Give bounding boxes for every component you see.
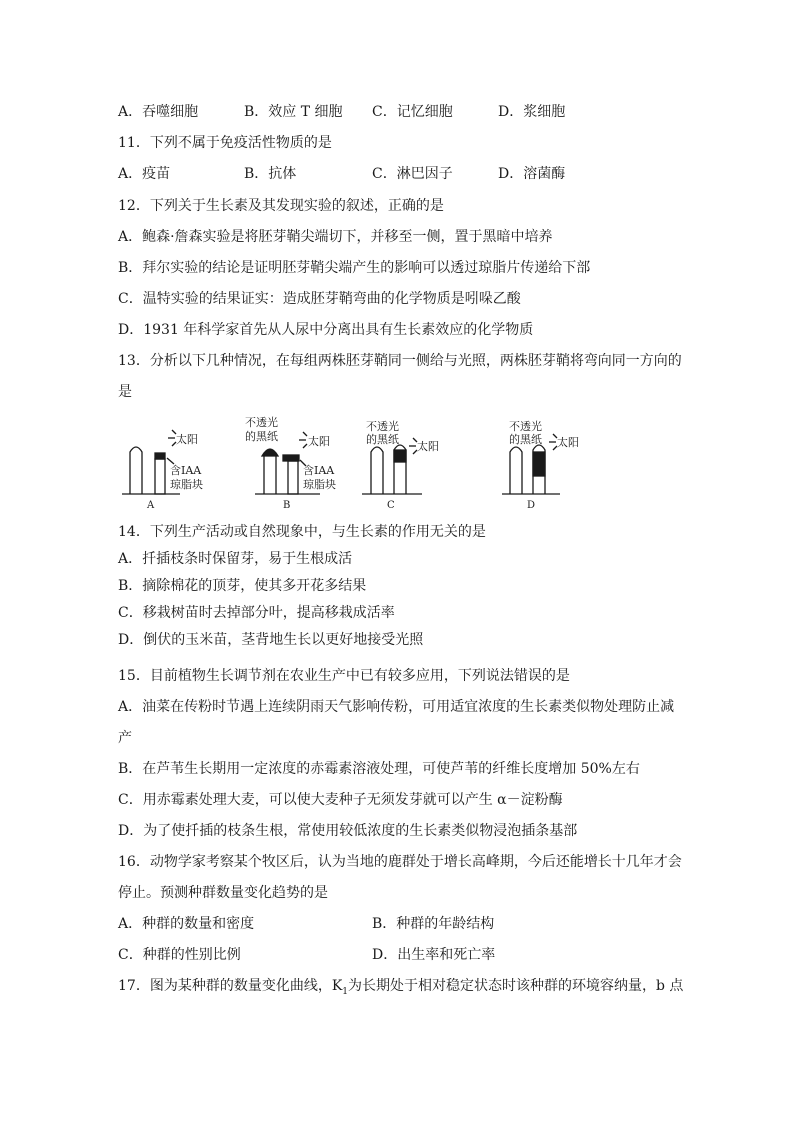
panel-a-label: A: [147, 500, 155, 511]
panel-d-sun-label: 太阳: [557, 436, 579, 449]
q13-stem-line2: 是: [118, 384, 132, 400]
panel-b-label: B: [283, 500, 291, 511]
panel-d-sun-rays: [549, 434, 557, 450]
panel-a-iaa-block: [155, 453, 165, 459]
panel-a-sun-rays: [168, 430, 176, 446]
panel-d-label: D: [527, 500, 536, 511]
q13-stem-line1: 13．分析以下几种情况，在每组两株胚芽鞘同一侧给与光照，两株胚芽鞘将弯向同一方向的: [118, 353, 682, 369]
panel-a-coleoptile-1: [130, 447, 142, 494]
panel-d-opaque-label-1: 不透光: [509, 420, 542, 433]
q15-option-b: B．在芦苇生长期用一定浓度的赤霉素溶液处理，可使芦苇的纤维长度增加 50%左右: [118, 761, 640, 777]
q11-option-d: D．溶菌酶: [498, 166, 566, 182]
q11-option-c: C．淋巴因子: [372, 166, 453, 182]
q12-option-c: C．温特实验的结果证实：造成胚芽鞘弯曲的化学物质是吲哚乙酸: [118, 291, 521, 307]
panel-d-opaque-label-2: 的黑纸: [509, 433, 542, 446]
q12-option-b: B．拜尔实验的结论是证明胚芽鞘尖端产生的影响可以透过琼脂片传递给下部: [118, 260, 591, 276]
panel-c-label: C: [387, 500, 395, 511]
q14-option-c: C．移栽树苗时去掉部分叶，提高移栽成活率: [118, 605, 395, 621]
q14-option-a: A．扦插枝条时保留芽，易于生根成活: [118, 551, 353, 567]
q17-stem-post: 为长期处于相对稳定状态时该种群的环境容纳量，b 点: [348, 978, 684, 994]
panel-b-sun-rays: [299, 432, 307, 448]
panel-c-coleoptile-1: [371, 447, 383, 494]
panel-b-opaque-label-2: 的黑纸: [245, 430, 278, 443]
panel-c-sun-label: 太阳: [417, 440, 439, 453]
q14-option-b: B．摘除棉花的顶芽，使其多开花多结果: [118, 578, 367, 594]
q15-stem: 15．目前植物生长调节剂在农业生产中已有较多应用，下列说法错误的是: [118, 668, 570, 684]
panel-c-opaque-label-1: 不透光: [366, 420, 399, 433]
q10-option-b: B．效应 T 细胞: [244, 104, 343, 120]
panel-c-sun-rays: [409, 438, 417, 454]
q11-stem: 11．下列不属于免疫活性物质的是: [118, 135, 332, 151]
panel-c-opaque-label-2: 的黑纸: [366, 433, 399, 446]
q12-stem: 12．下列关于生长素及其发现实验的叙述，正确的是: [118, 198, 444, 214]
q13-figure: [0, 412, 794, 512]
q17-stem-sub: 1: [342, 986, 349, 997]
q15-option-c: C．用赤霉素处理大麦，可以使大麦种子无须发芽就可以产生 α－淀粉酶: [118, 792, 563, 808]
panel-b-coleoptile-1: [264, 452, 276, 494]
q15-option-a-line1: A．油菜在传粉时节遇上连续阴雨天气影响传粉，可用适宜浓度的生长素类似物处理防止减: [118, 699, 675, 715]
q16-option-a: A．种群的数量和密度: [118, 916, 255, 932]
panel-b-iaa-block: [283, 455, 299, 461]
panel-a-iaa-label-1: 含IAA: [170, 464, 202, 477]
q16-option-d: D．出生率和死亡率: [372, 947, 496, 963]
q14-stem: 14．下列生产活动或自然现象中，与生长素的作用无关的是: [118, 524, 486, 540]
q17-stem: [118, 976, 683, 1002]
panel-a-iaa-label-2: 琼脂块: [170, 478, 203, 491]
q10-option-d: D．浆细胞: [498, 104, 566, 120]
panel-d-opaque-band: [533, 452, 545, 476]
q16-option-c: C．种群的性别比例: [118, 947, 241, 963]
panel-b-sun-label: 太阳: [308, 435, 330, 448]
q14-option-d: D．倒伏的玉米苗，茎背地生长以更好地接受光照: [118, 632, 424, 648]
q10-option-a: A．吞噬细胞: [118, 104, 199, 120]
q15-option-a-line2: 产: [118, 730, 132, 746]
q16-stem-line2: 停止。预测种群数量变化趋势的是: [118, 885, 328, 901]
panel-d-coleoptile-1: [510, 447, 522, 494]
q10-option-c: C．记忆细胞: [372, 104, 453, 120]
q11-option-a: A．疫苗: [118, 166, 171, 182]
panel-a-sun-label: 太阳: [176, 433, 198, 446]
panel-b-opaque-label-1: 不透光: [245, 416, 278, 429]
q16-option-b: B．种群的年龄结构: [372, 916, 495, 932]
q15-option-d: D．为了使扦插的枝条生根，常使用较低浓度的生长素类似物浸泡插条基部: [118, 823, 578, 839]
panel-b-coleoptile-2: [288, 461, 298, 494]
q12-option-a: A．鲍森·詹森实验是将胚芽鞘尖端切下，并移至一侧，置于黑暗中培养: [118, 229, 553, 245]
q17-stem-pre: 17．图为某种群的数量变化曲线，K: [118, 978, 343, 994]
panel-a-coleoptile-2: [155, 459, 165, 494]
panel-b-iaa-label-1: 含IAA: [303, 464, 335, 477]
q12-option-d: D．1931 年科学家首先从人尿中分离出具有生长素效应的化学物质: [118, 322, 534, 338]
q11-option-b: B．抗体: [244, 166, 297, 182]
panel-b-iaa-label-2: 琼脂块: [303, 478, 336, 491]
q16-stem-line1: 16．动物学家考察某个牧区后，认为当地的鹿群处于增长高峰期，今后还能增长十几年才会: [118, 854, 682, 870]
panel-b-opaque-cap: [262, 449, 278, 456]
panel-c-opaque-band: [394, 450, 406, 462]
